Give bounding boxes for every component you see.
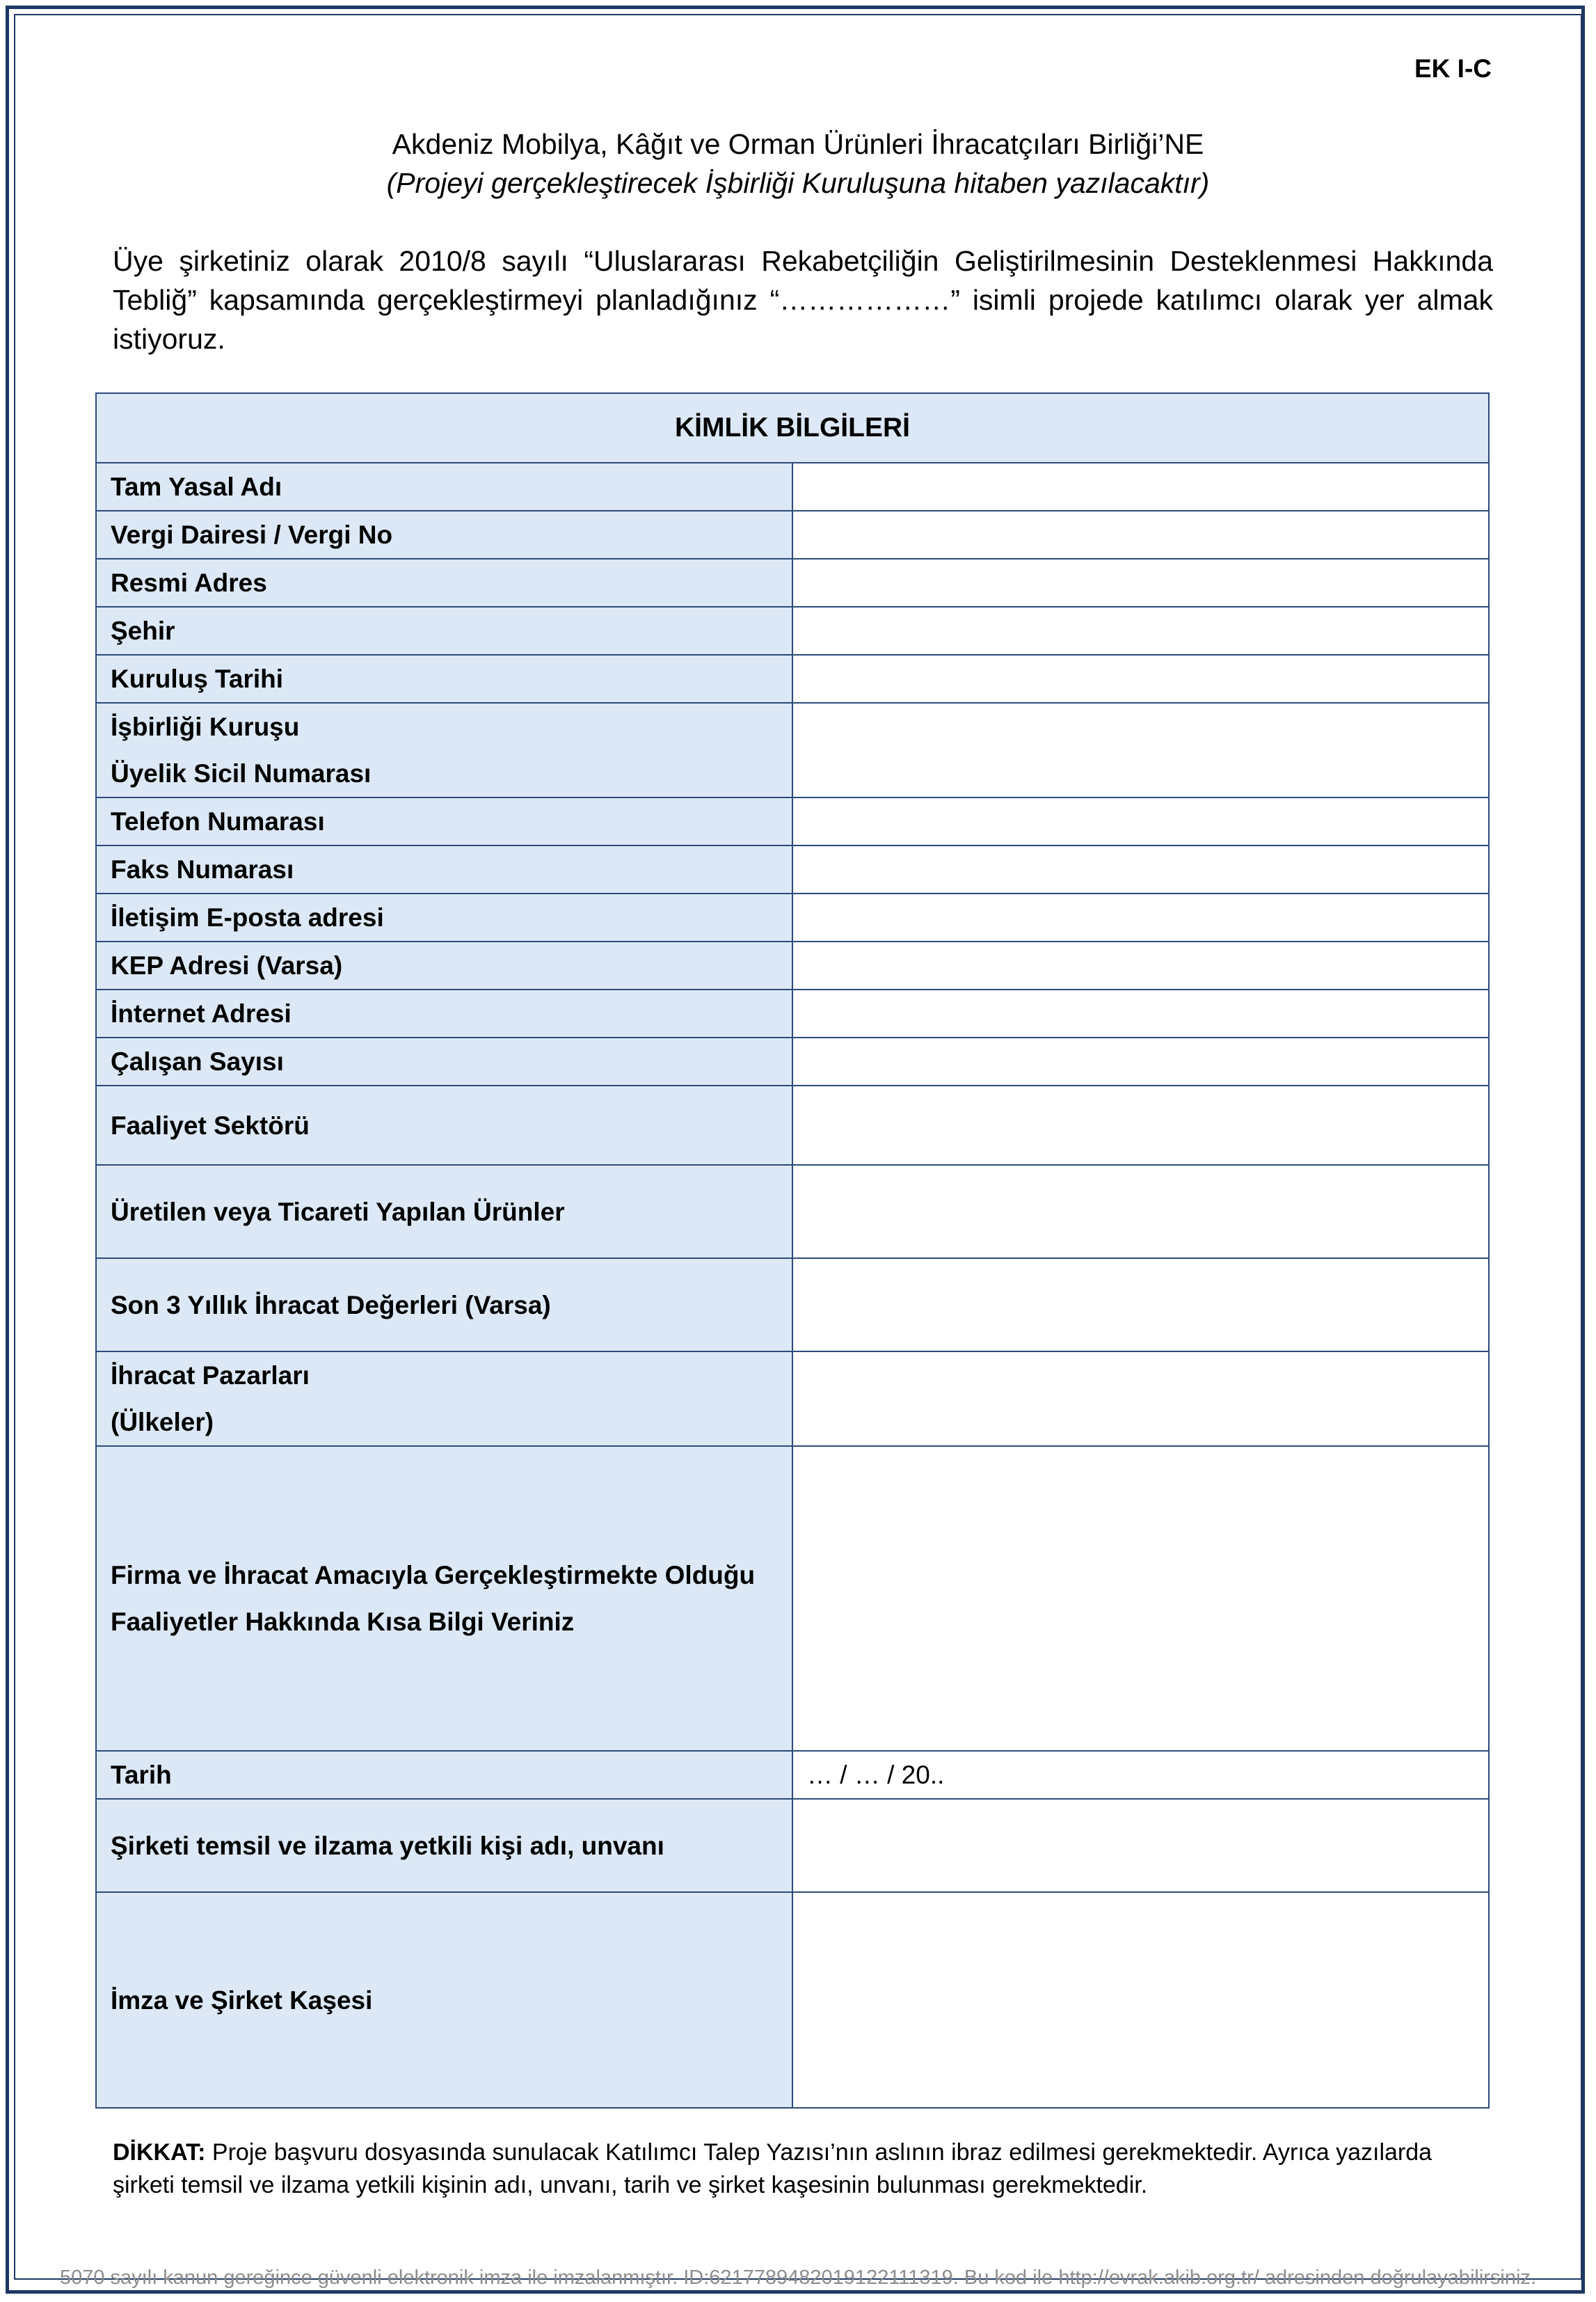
field-label: İmza ve Şirket Kaşesi (96, 1892, 792, 2108)
field-value[interactable] (792, 1165, 1489, 1258)
table-row (96, 1165, 1489, 1258)
field-value[interactable] (792, 1799, 1489, 1892)
field-label: Resmi Adres (96, 559, 792, 607)
table-row (96, 703, 1489, 797)
field-value[interactable] (792, 703, 1489, 797)
field-label: Son 3 Yıllık İhracat Değerleri (Varsa) (96, 1258, 792, 1351)
field-label: Şirketi temsil ve ilzama yetkili kişi adı, unvanı (96, 1799, 792, 1892)
table-row (96, 1258, 1489, 1351)
field-value[interactable] (792, 607, 1489, 655)
field-value[interactable] (792, 894, 1489, 942)
addressee-subtitle: (Projeyi gerçekleştirecek İşbirliği Kuruluşuna hitaben yazılacaktır) (386, 167, 1210, 199)
table-row (96, 463, 1489, 511)
field-value[interactable] (792, 655, 1489, 703)
field-value[interactable] (792, 846, 1489, 894)
field-label: Faaliyet Sektörü (96, 1086, 792, 1165)
field-label: KEP Adresi (Varsa) (96, 942, 792, 990)
field-value[interactable] (792, 797, 1489, 846)
table-row (96, 1038, 1489, 1086)
field-label: İhracat Pazarları (Ülkeler) (96, 1351, 792, 1446)
field-value[interactable] (792, 1351, 1489, 1446)
notice-label: DİKKAT: (113, 2139, 206, 2166)
field-label: Tam Yasal Adı (96, 463, 792, 511)
field-value[interactable] (792, 942, 1489, 990)
field-label: Üretilen veya Ticareti Yapılan Ürünler (96, 1165, 792, 1258)
field-value[interactable] (792, 511, 1489, 559)
field-label: Faks Numarası (96, 846, 792, 894)
table-row (96, 607, 1489, 655)
field-label: Çalışan Sayısı (96, 1038, 792, 1086)
field-value[interactable] (792, 1446, 1489, 1751)
identity-form-table (95, 392, 1490, 2109)
field-label: Tarih (96, 1751, 792, 1799)
addressee-title: Akdeniz Mobilya, Kâğıt ve Orman Ürünleri İhracatçıları Birliği’NE (392, 128, 1204, 160)
table-row (96, 942, 1489, 990)
field-value[interactable] (792, 990, 1489, 1038)
field-label: Şehir (96, 607, 792, 655)
field-label: Firma ve İhracat Amacıyla Gerçekleştirmekte Olduğu Faaliyetler Hakkında Kısa Bilgi Veriniz (96, 1446, 792, 1751)
table-row (96, 846, 1489, 894)
field-value[interactable] (792, 1892, 1489, 2108)
field-label: Vergi Dairesi / Vergi No (96, 511, 792, 559)
table-row (96, 1446, 1489, 1751)
annex-code: EK I-C (1414, 54, 1492, 83)
field-value[interactable] (792, 463, 1489, 511)
field-label: Kuruluş Tarihi (96, 655, 792, 703)
notice-text: Proje başvuru dosyasında sunulacak Katılımcı Talep Yazısı’nın aslının ibraz edilmesi gerekmektedir. Ayrıca yazılarda şirketi temsil ve ilzama yetkili kişinin adı, unvanı, tarih ve şirket kaşesinin bulunması gerekmektedir. (113, 2139, 1433, 2198)
field-label: İşbirliği Kuruşu Üyelik Sicil Numarası (96, 703, 792, 797)
field-value[interactable] (792, 1038, 1489, 1086)
table-row (96, 894, 1489, 942)
table-row (96, 990, 1489, 1038)
field-label: İnternet Adresi (96, 990, 792, 1038)
table-row (96, 1892, 1489, 2108)
table-row (96, 797, 1489, 846)
table-row (96, 511, 1489, 559)
table-row (96, 1351, 1489, 1446)
field-value[interactable] (792, 1258, 1489, 1351)
table-row (96, 559, 1489, 607)
field-value[interactable] (792, 559, 1489, 607)
intro-paragraph: Üye şirketiniz olarak 2010/8 sayılı “Uluslararası Rekabetçiliğin Geliştirilmesinin Desteklenmesi Hakkında Tebliğ” kapsamında gerçekleştirmeyi planladığınız “………………” isimli projede katılımcı olarak yer almak istiyoruz. (113, 245, 1493, 355)
e-signature-footer: 5070 sayılı kanun gereğince güvenli elektronik imza ile imzalanmıştır. ID:62177894820191221113​19. Bu kod ile http://evrak.akib.org.tr/ adresinden doğrulayabilirsiniz. (59, 2267, 1536, 2289)
table-row (96, 1086, 1489, 1165)
table-row (96, 1751, 1489, 1799)
field-label: Telefon Numarası (96, 797, 792, 846)
table-row (96, 655, 1489, 703)
table-heading: KİMLİK BİLGİLERİ (96, 393, 1489, 463)
table-row (96, 1799, 1489, 1892)
field-value[interactable]: … / … / 20.. (792, 1751, 1489, 1799)
notice-paragraph (113, 2136, 1493, 2202)
field-label: İletişim E-posta adresi (96, 894, 792, 942)
field-value[interactable] (792, 1086, 1489, 1165)
identity-form-body (96, 463, 1489, 2108)
